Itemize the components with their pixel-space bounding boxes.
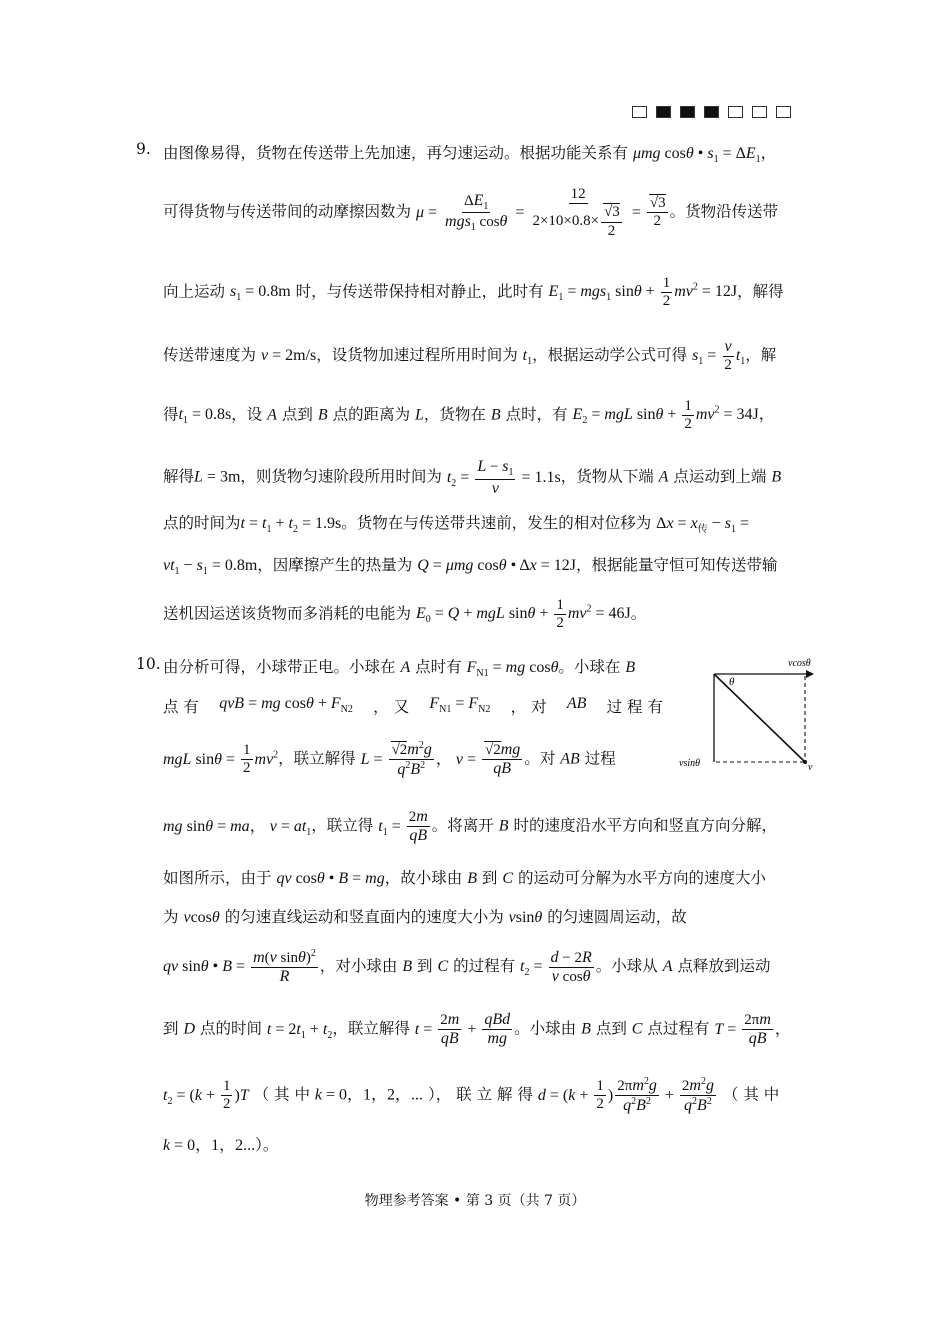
q9-line-7: 点的时间为$t = t_1 + t_2 = 1.9s$。货物在与传送带共速前，发生的相对位移为 $\Delta x = x_传 - s_1$ = — [163, 514, 749, 536]
progress-square — [752, 106, 767, 118]
q9-line-2: 可得货物与传送带间的动摩擦因数为 μ = $\frac{\Delta E_1}{mgs_1 \cos\theta}$ = 12 2×10×0.8× $\frac{√3}{2}$ = $\frac{√3}{2}$ 。货物沿传送带 — [163, 186, 779, 239]
progress-square — [680, 106, 695, 118]
q9-line-9: 送机因运送该货物而多消耗的电能为 $E_0 = Q$ + mgL sinθ + $\frac{1}{2}$ $mv^2 = 46J$。 — [163, 597, 647, 632]
q9-line-4: 传送带速度为 v = 2m/s，设货物加速过程所用时间为 $t_1$，根据运动学公式可得 $s_1$ = $\frac{v}{2}$ $t_1$，解 — [163, 338, 777, 374]
q9-line-3: 向上运动 $s_1 = 0.8m$ 时，与传送带保持相对静止，此时有 $E_1 = mgs_1$ sinθ + $\frac{1}{2}$ $mv^2 = 12J$，解得 — [163, 275, 784, 310]
progress-square — [632, 106, 647, 118]
progress-square — [704, 106, 719, 118]
q9-number: 9. — [136, 140, 151, 158]
progress-square — [728, 106, 743, 118]
q10-line-2: 点 有 qvB = mg $\cos\theta + F_{N2}$ ， 又 $F_{N1} = F_{N2}$ ， 对 AB 过 程 有 — [163, 695, 663, 716]
page-footer: 物理参考答案 • 第 3 页（共 7 页） — [364, 1193, 586, 1209]
label-vsin: vsinθ — [679, 758, 701, 769]
q10-line-5: 如图所示，由于 qv cosθ • B = mg，故小球由 B 到 C 的运动可分解为水平方向的速度大小 — [163, 869, 766, 887]
q9-line-6: 解得L = 3m，则货物匀速阶段所用时间为 $t_2$ = $\frac{L - s_1}{v}$ = 1.1s，货物从下端 A 点运动到上端 B — [163, 458, 782, 497]
velocity-decomposition-diagram — [676, 654, 836, 774]
q10-line-8: 到 D 点的时间 $t = 2t_1 + t_2$，联立解得 t = $\frac{2m}{qB}$ + $\frac{\text{qBd}}{mg}$ 。小球由 B 点到 C 点过程有 T = $\frac{2\pi m}{qB}$ ， — [163, 1011, 791, 1048]
progress-square — [776, 106, 791, 118]
label-vcos: vcosθ — [788, 658, 811, 669]
vcos-arrowhead — [806, 670, 814, 678]
label-v: v — [808, 762, 813, 773]
q10-line-1: 由分析可得，小球带正电。小球在 A 点时有 $F_{N1}$ = mg cosθ。小球在 B — [163, 658, 636, 680]
q10-line-10: k = 0，1，2...）。 — [163, 1136, 279, 1154]
progress-square — [656, 106, 671, 118]
q9-line-5: 得$t_1 = 0.8s$，设 A 点到 B 点的距离为 L，货物在 B 点时，有 $E_2$ = mgL sinθ + $\frac{1}{2}$ $mv^2 = 34J$， — [163, 398, 775, 433]
v-endpoint — [803, 760, 807, 764]
q9-line-1: 由图像易得，货物在传送带上先加速，再匀速运动。根据功能关系有 μmg cosθ • $s_1 = \Delta E_1$， — [163, 144, 777, 166]
q10-line-4: mg sinθ = ma， $v = at_1$，联立得 $t_1$ = $\frac{2m}{qB}$ 。将离开 B 时的速度沿水平方向和竖直方向分解， — [163, 808, 777, 845]
q10-line-3: mgL sinθ = $\frac{1}{2}$ $mv^2$，联立解得 L = $\frac{√2m^2g}{q^2B^2}$ ， v = $\frac{√2mg}{qB}$ 。对 AB 过程 — [163, 740, 616, 779]
label-theta: θ — [729, 676, 735, 688]
page-progress-indicator — [632, 106, 791, 118]
q10-line-7: qv sinθ • B = $\frac{m(v \sin\theta)^2}{R}$ ，对小球由 B 到 C 的过程有 $t_2$ = $\frac{d - 2R}{\text{v cosθ}}$ 。小球从 A 点释放到运动 — [163, 948, 771, 986]
q10-number: 10. — [136, 655, 161, 673]
q10-line-9: $t_2 = (k$ + $\frac{1}{2}$ )T （ 其 中 k = 0，1，2，... ）， 联 立 解 得 d = (k + $\frac{1}{2}$ ) $\frac{2\pi m^2g}{q^2B^2}$ + $\frac{2m^2g}{q^2B^2}$ （ 其 中 — [163, 1076, 780, 1115]
q9-line-8: $vt_1 - s_1 = 0.8m$，因摩擦产生的热量为 Q = μmg cosθ • Δx = 12J，根据能量守恒可知传送带输 — [163, 556, 778, 578]
q10-line-6: 为 vcosθ 的匀速直线运动和竖直面内的速度大小为 vsinθ 的匀速圆周运动，故 — [163, 908, 687, 926]
v-vector — [714, 674, 805, 762]
